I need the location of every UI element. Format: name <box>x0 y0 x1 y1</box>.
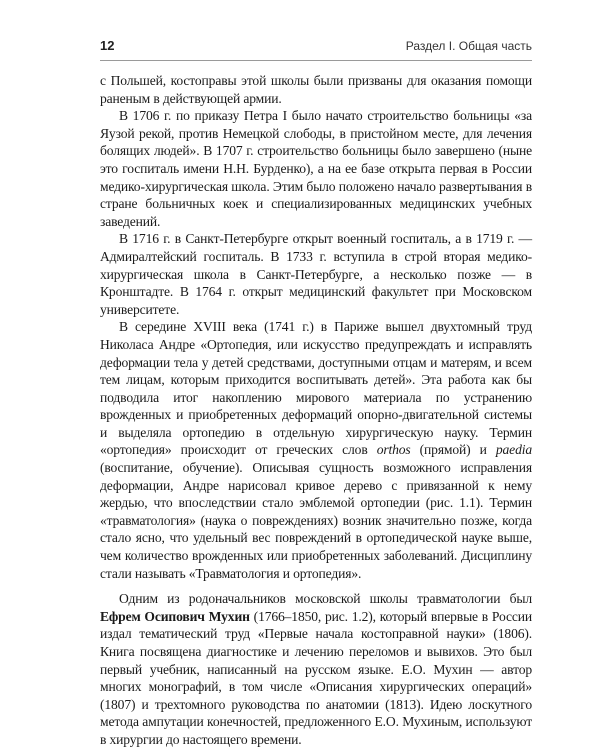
paragraph-5 <box>100 590 532 748</box>
section-title: Раздел I. Общая часть <box>405 39 532 53</box>
page-number: 12 <box>100 38 115 53</box>
paragraph-1: с Польшей, костоправы этой школы были призваны для оказания помощи раненым в действующей армии. <box>100 73 532 106</box>
paragraph-5-text-b: (1766–1850, рис. 1.2), который впервые в России издал тематический труд «Первые начала костоправной науки» (1806). Книга посвящена диагностике и лечению переломов и вывихов. Это был первый учебник, написанный на русском языке. Е.О. Мухин — автор многих монографий, в том числе «Описания хирургических операций» (1807) и трехтомного руководства по анатомии (1813). Идею лоскутного метода ампутации конечностей, предложенного Е.О. Мухиным, используют в хирургии до настоящего времени. <box>100 608 532 747</box>
paragraph-2: В 1706 г. по приказу Петра I было начато строительство больницы «за Яузой рекой, против Немецкой слободы, в пристойном месте, для лечения болящих людей». В 1707 г. строительство больницы было завершено (ныне это госпиталь имени Н.Н. Бурденко), а на ее базе открыта первая в России медико-хирургическая школа. Этим было положено начало развертывания в стране больничных коек и специализированных медицинских учебных заведений. <box>100 108 532 229</box>
person-name: Ефрем Осипович Мухин <box>100 608 250 624</box>
paragraph-4-text-b: (прямой) и <box>410 442 496 458</box>
body-text <box>100 72 532 749</box>
paragraph-3: В 1716 г. в Санкт-Петербурге открыт военный госпиталь, а в 1719 г. — Адмиралтейский госпиталь. В 1733 г. вступила в строй вторая медико-хирургическая школа в Санкт-Петербурге, а несколько позже — в Кронштадте. В 1764 г. открыт медицинский факультет при Московском университете. <box>100 231 532 317</box>
paragraph-4-text-c: (воспитание, обучение). Описывая сущность возможного исправления деформации, Андре нарисовал кривое дерево с привязанной к нему жердью, что впоследствии стало эмблемой ортопедии (рис. 1.1). Термин «травматология» (наука о повреждениях) возник значительно позже, когда стало ясно, что удельный вес повреждений в ортопедической науке выше, чем количество врожденных или приобретенных заболеваний. Дисциплину стали называть «Травматология и ортопедия». <box>100 460 532 581</box>
term-orthos: orthos <box>376 442 411 458</box>
paragraph-4-text-a: В середине XVIII века (1741 г.) в Париже вышел двухтомный труд Николаса Андре «Ортопедия, или искусство предупреждать и исправлять деформации тела у детей средствами, доступными отцам и матерям, и всем тем лицам, которым приходится воспитывать детей». Эта работа как бы подводила итог накоплению мирового материала по устранению врожденных и приобретенных деформаций опорно-двигательной системы и выделяла ортопедию в отдельную хирургическую науку. Термин «ортопедия» происходит от греческих слов <box>100 319 532 458</box>
paragraph-5-text-a: Одним из родоначальников московской школы травматологии был <box>119 591 532 607</box>
term-paedia: paedia <box>495 442 532 458</box>
page-header <box>100 38 532 61</box>
paragraph-4 <box>100 318 532 582</box>
